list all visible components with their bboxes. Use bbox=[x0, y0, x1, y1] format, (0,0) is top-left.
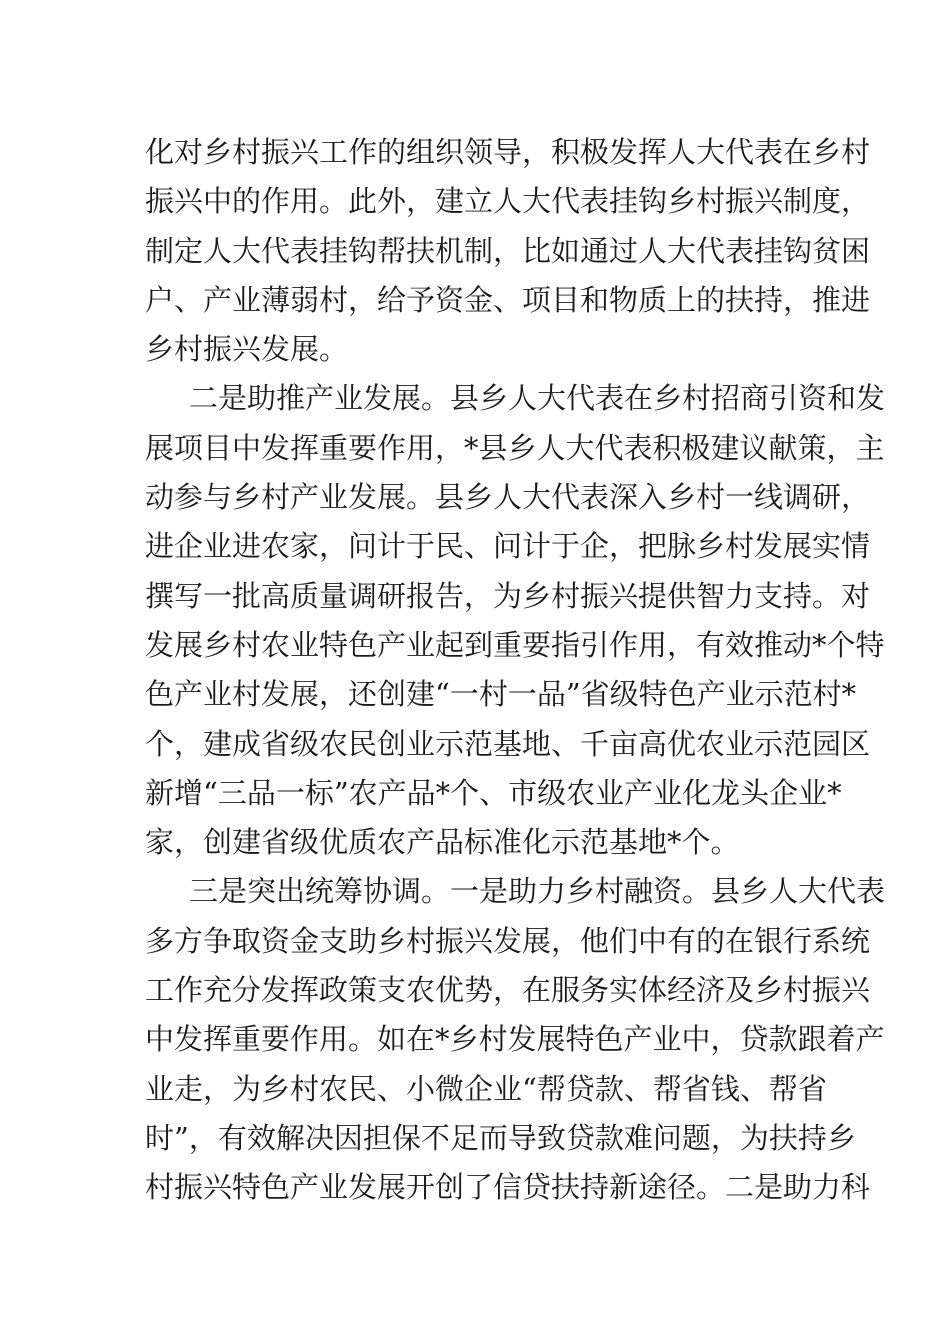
paragraph bbox=[145, 867, 886, 1212]
text-line: 三是突出统筹协调。一是助力乡村融资。县乡人大代表 bbox=[189, 874, 886, 909]
text-line: 化对乡村振兴工作的组织领导，积极发挥人大代表在乡村 bbox=[145, 135, 871, 169]
text-line: 时”，有效解决因担保不足而导致贷款难问题，为扶持乡 bbox=[145, 1120, 856, 1155]
text-line: 进企业进农家，问计于民、问计于企，把脉乡村发展实情 bbox=[145, 529, 871, 564]
text-line: 新增“三品一标”农产品*个、市级农业产业化龙头企业* bbox=[145, 775, 842, 810]
text-line: 二是助推产业发展。县乡人大代表在乡村招商引资和发 bbox=[189, 381, 886, 416]
text-line: 村振兴特色产业发展开创了信贷扶持新途径。二是助力科 bbox=[145, 1170, 871, 1205]
text-line: 色产业村发展，还创建“一村一品”省级特色产业示范村* bbox=[145, 677, 857, 712]
text-line: 发展乡村农业特色产业起到重要指引作用，有效推动*个特 bbox=[145, 627, 885, 662]
text-line: 展项目中发挥重要作用，*县乡人大代表积极建议献策，主 bbox=[145, 430, 885, 465]
document-body bbox=[145, 128, 886, 1213]
text-line: 个，建成省级农民创业示范基地、千亩高优农业示范园区 bbox=[145, 726, 871, 761]
text-line: 撰写一批高质量调研报告，为乡村振兴提供智力支持。对 bbox=[145, 578, 871, 613]
text-line: 多方争取资金支助乡村振兴发展，他们中有的在银行系统 bbox=[145, 923, 871, 958]
paragraph bbox=[145, 128, 871, 374]
text-line: 家，创建省级优质农产品标准化示范基地*个。 bbox=[145, 825, 740, 860]
paragraph bbox=[145, 374, 886, 867]
text-line: 动参与乡村产业发展。县乡人大代表深入乡村一线调研， bbox=[145, 480, 871, 515]
text-line: 工作充分发挥政策支农优势，在服务实体经济及乡村振兴 bbox=[145, 973, 871, 1008]
text-line: 户、产业薄弱村，给予资金、项目和物质上的扶持，推进 bbox=[145, 282, 871, 317]
text-line: 业走，为乡村农民、小微企业“帮贷款、帮省钱、帮省 bbox=[145, 1071, 827, 1106]
text-line: 振兴中的作用。此外，建立人大代表挂钩乡村振兴制度， bbox=[145, 184, 871, 219]
text-line: 制定人大代表挂钩帮扶机制，比如通过人大代表挂钩贫困 bbox=[145, 233, 871, 268]
text-line: 乡村振兴发展。 bbox=[145, 332, 349, 367]
text-line: 中发挥重要作用。如在*乡村发展特色产业中，贷款跟着产 bbox=[145, 1022, 885, 1057]
